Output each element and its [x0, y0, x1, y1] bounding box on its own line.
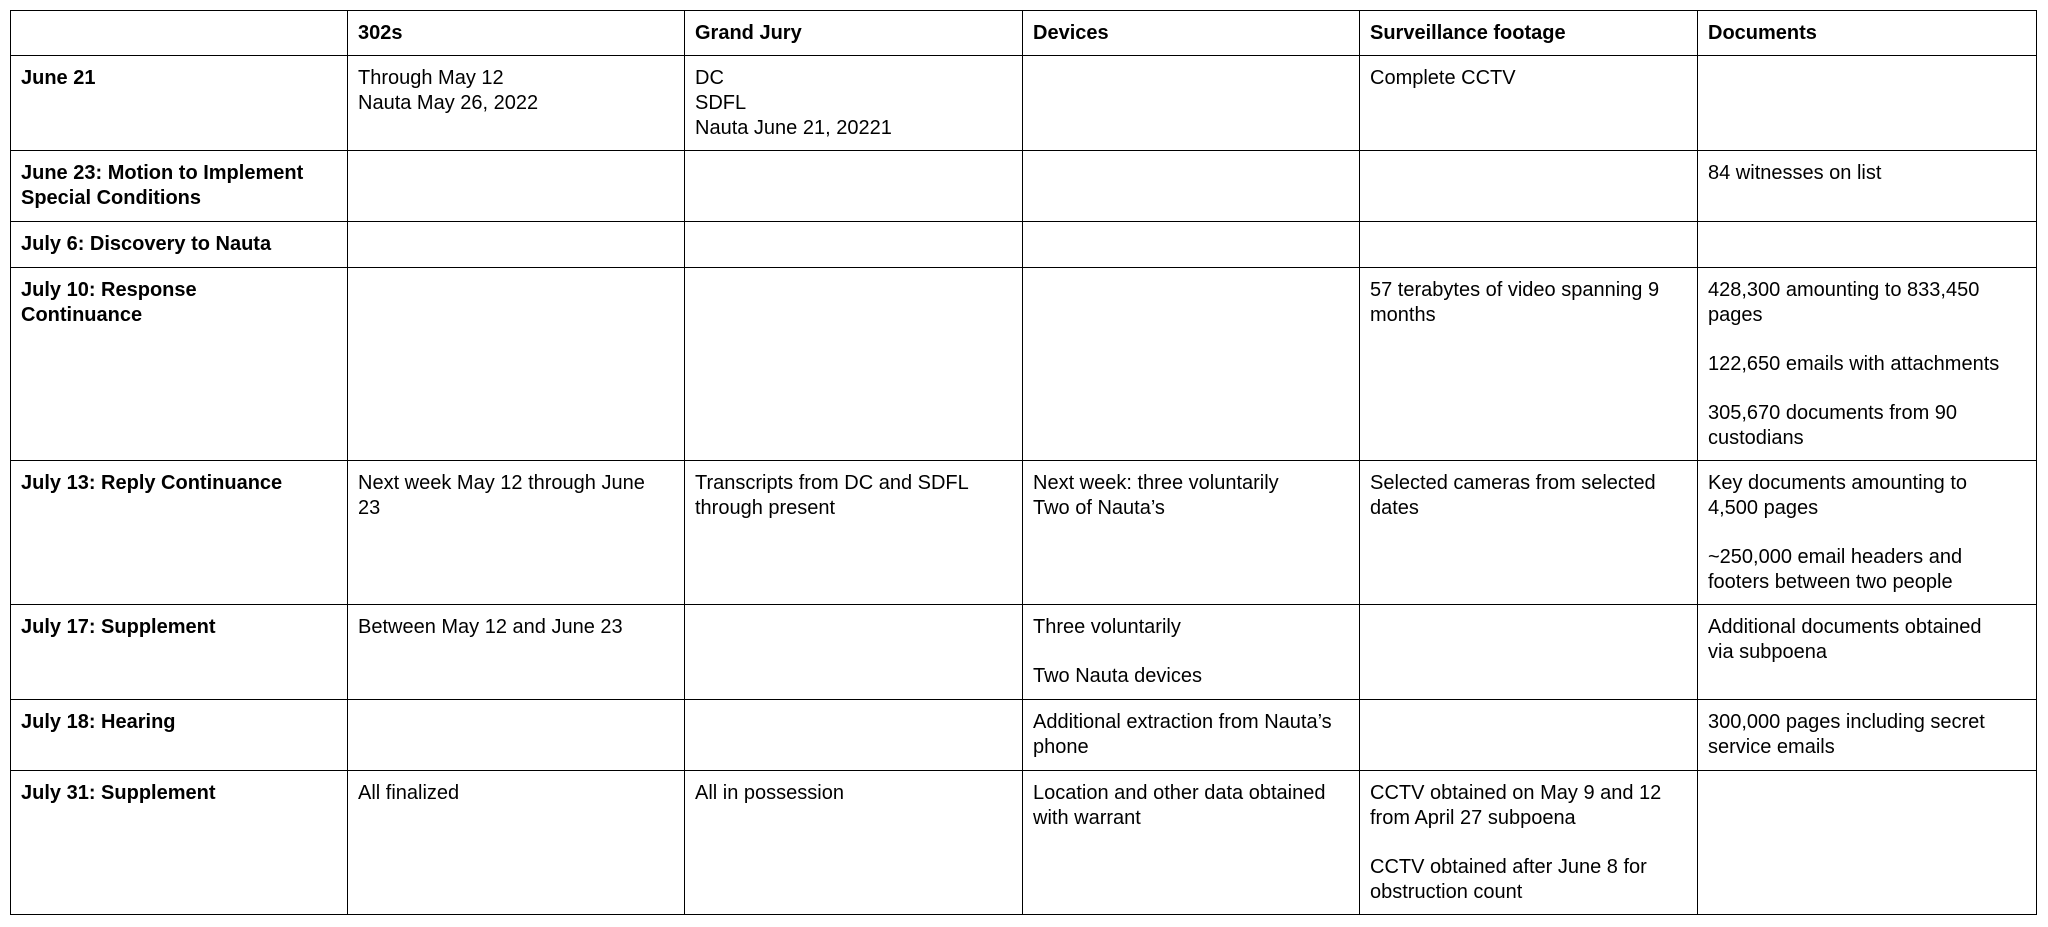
cell-302s — [348, 771, 685, 915]
header-cell-302s: 302s — [348, 11, 685, 56]
cell-text-line: months — [1370, 304, 1436, 326]
cell-documents — [1698, 461, 2037, 605]
cell-302s — [348, 605, 685, 700]
cell-paragraph — [1033, 615, 1349, 640]
cell-surveillance-footage — [1360, 268, 1698, 461]
cell-text-line: ~250,000 email headers and — [1708, 546, 1963, 568]
cell-text-line: CCTV obtained on May 9 and 12 — [1370, 782, 1662, 804]
cell-302s — [348, 461, 685, 605]
cell-grand-jury — [685, 700, 1023, 771]
row-label-cell — [11, 268, 348, 461]
table-row — [11, 268, 2037, 461]
row-label-cell — [11, 771, 348, 915]
row-label-line: Special Conditions — [21, 187, 202, 209]
cell-paragraph — [1708, 710, 2026, 760]
cell-documents — [1698, 222, 2037, 268]
row-label-line: Continuance — [21, 304, 143, 326]
cell-text-line: with warrant — [1033, 807, 1141, 829]
cell-grand-jury — [685, 151, 1023, 222]
cell-surveillance-footage — [1360, 605, 1698, 700]
cell-text-line: obstruction count — [1370, 881, 1523, 903]
cell-devices — [1023, 268, 1360, 461]
cell-text-line: 84 witnesses on list — [1708, 162, 1882, 184]
cell-documents — [1698, 605, 2037, 700]
cell-paragraph — [1708, 278, 2026, 328]
cell-surveillance-footage — [1360, 56, 1698, 151]
cell-surveillance-footage — [1360, 222, 1698, 268]
row-label-line: July 17: Supplement — [21, 616, 216, 638]
cell-text-line: Selected cameras from selected — [1370, 472, 1656, 494]
cell-text-line: service emails — [1708, 736, 1835, 758]
cell-documents — [1698, 771, 2037, 915]
cell-devices — [1023, 151, 1360, 222]
cell-devices — [1023, 605, 1360, 700]
cell-paragraph — [1708, 471, 2026, 521]
cell-text-line: Additional extraction from Nauta’s — [1033, 711, 1332, 733]
header-row — [11, 11, 2037, 56]
table-row — [11, 700, 2037, 771]
table-row — [11, 222, 2037, 268]
cell-text-line: Location and other data obtained — [1033, 782, 1326, 804]
cell-documents — [1698, 56, 2037, 151]
cell-302s — [348, 700, 685, 771]
cell-text-line: All in possession — [695, 782, 844, 804]
cell-text-line: Next week: three voluntarily — [1033, 472, 1279, 494]
cell-text-line: Nauta May 26, 2022 — [358, 92, 539, 114]
cell-text-line: All finalized — [358, 782, 460, 804]
cell-grand-jury — [685, 56, 1023, 151]
cell-grand-jury — [685, 268, 1023, 461]
cell-text-line: Through May 12 — [358, 67, 504, 89]
cell-text-line: footers between two people — [1708, 571, 1953, 593]
cell-surveillance-footage — [1360, 700, 1698, 771]
row-label-line: June 23: Motion to Implement — [21, 162, 304, 184]
cell-paragraph — [1033, 781, 1349, 831]
row-label-cell — [11, 461, 348, 605]
table-row — [11, 605, 2037, 700]
cell-paragraph — [1370, 855, 1687, 905]
cell-text-line: Next week May 12 through June — [358, 472, 645, 494]
discovery-timeline-table — [10, 10, 2037, 915]
cell-paragraph — [1370, 781, 1687, 831]
cell-paragraph — [1708, 161, 2026, 186]
row-label-cell — [11, 56, 348, 151]
cell-302s — [348, 268, 685, 461]
cell-text-line: DC — [695, 67, 724, 89]
cell-documents — [1698, 268, 2037, 461]
cell-text-line: via subpoena — [1708, 641, 1827, 663]
cell-paragraph — [1708, 615, 2026, 665]
cell-text-line: dates — [1370, 497, 1419, 519]
cell-surveillance-footage — [1360, 771, 1698, 915]
cell-text-line: 23 — [358, 497, 381, 519]
cell-text-line: CCTV obtained after June 8 for — [1370, 856, 1647, 878]
cell-devices — [1023, 56, 1360, 151]
cell-text-line: SDFL — [695, 92, 747, 114]
cell-devices — [1023, 461, 1360, 605]
cell-devices — [1023, 700, 1360, 771]
cell-surveillance-footage — [1360, 151, 1698, 222]
header-cell-documents: Documents — [1698, 11, 2037, 56]
cell-devices — [1023, 771, 1360, 915]
cell-text-line: through present — [695, 497, 836, 519]
row-label-line: July 31: Supplement — [21, 782, 216, 804]
cell-text-line: Two Nauta devices — [1033, 665, 1202, 687]
cell-paragraph — [358, 781, 674, 806]
cell-text-line: pages — [1708, 304, 1763, 326]
cell-grand-jury — [685, 605, 1023, 700]
row-label-line: July 13: Reply Continuance — [21, 472, 283, 494]
row-label-cell — [11, 700, 348, 771]
table-row — [11, 771, 2037, 915]
cell-text-line: 122,650 emails with attachments — [1708, 353, 2000, 375]
cell-text-line: Additional documents obtained — [1708, 616, 1982, 638]
cell-text-line: custodians — [1708, 427, 1804, 449]
cell-text-line: Complete CCTV — [1370, 67, 1516, 89]
cell-302s — [348, 222, 685, 268]
header-cell-surveillance-footage: Surveillance footage — [1360, 11, 1698, 56]
cell-paragraph — [358, 66, 674, 116]
cell-text-line: 428,300 amounting to 833,450 — [1708, 279, 1980, 301]
cell-documents — [1698, 700, 2037, 771]
cell-paragraph — [1370, 278, 1687, 328]
cell-text-line: Key documents amounting to — [1708, 472, 1968, 494]
cell-paragraph — [1708, 545, 2026, 595]
cell-text-line: Three voluntarily — [1033, 616, 1181, 638]
cell-paragraph — [358, 471, 674, 521]
cell-text-line: phone — [1033, 736, 1089, 758]
cell-paragraph — [695, 471, 1012, 521]
cell-grand-jury — [685, 771, 1023, 915]
row-label-line: July 6: Discovery to Nauta — [21, 233, 272, 255]
cell-paragraph — [1033, 471, 1349, 521]
header-cell-grand-jury: Grand Jury — [685, 11, 1023, 56]
cell-302s — [348, 56, 685, 151]
row-label-line: July 18: Hearing — [21, 711, 176, 733]
cell-paragraph — [358, 615, 674, 640]
cell-text-line: 4,500 pages — [1708, 497, 1819, 519]
cell-paragraph — [695, 781, 1012, 806]
cell-text-line: 57 terabytes of video spanning 9 — [1370, 279, 1660, 301]
cell-text-line: Two of Nauta’s — [1033, 497, 1165, 519]
row-label-cell — [11, 151, 348, 222]
cell-paragraph — [1370, 471, 1687, 521]
cell-text-line: Between May 12 and June 23 — [358, 616, 623, 638]
table-row — [11, 56, 2037, 151]
header-cell-devices: Devices — [1023, 11, 1360, 56]
cell-devices — [1023, 222, 1360, 268]
cell-grand-jury — [685, 222, 1023, 268]
row-label-line: June 21 — [21, 67, 96, 89]
cell-paragraph — [695, 66, 1012, 141]
row-label-cell — [11, 605, 348, 700]
cell-surveillance-footage — [1360, 461, 1698, 605]
cell-paragraph — [1033, 710, 1349, 760]
cell-text-line: Nauta June 21, 20221 — [695, 117, 892, 139]
cell-paragraph — [1370, 66, 1687, 91]
cell-paragraph — [1708, 352, 2026, 377]
table-row — [11, 461, 2037, 605]
cell-documents — [1698, 151, 2037, 222]
cell-text-line: 300,000 pages including secret — [1708, 711, 1985, 733]
row-label-line: July 10: Response — [21, 279, 197, 301]
cell-text-line: Transcripts from DC and SDFL — [695, 472, 969, 494]
cell-grand-jury — [685, 461, 1023, 605]
row-label-cell — [11, 222, 348, 268]
header-cell-blank — [11, 11, 348, 56]
table-row — [11, 151, 2037, 222]
cell-text-line: from April 27 subpoena — [1370, 807, 1576, 829]
cell-paragraph — [1033, 664, 1349, 689]
table-body — [11, 11, 2037, 915]
cell-text-line: 305,670 documents from 90 — [1708, 402, 1958, 424]
cell-302s — [348, 151, 685, 222]
cell-paragraph — [1708, 401, 2026, 451]
